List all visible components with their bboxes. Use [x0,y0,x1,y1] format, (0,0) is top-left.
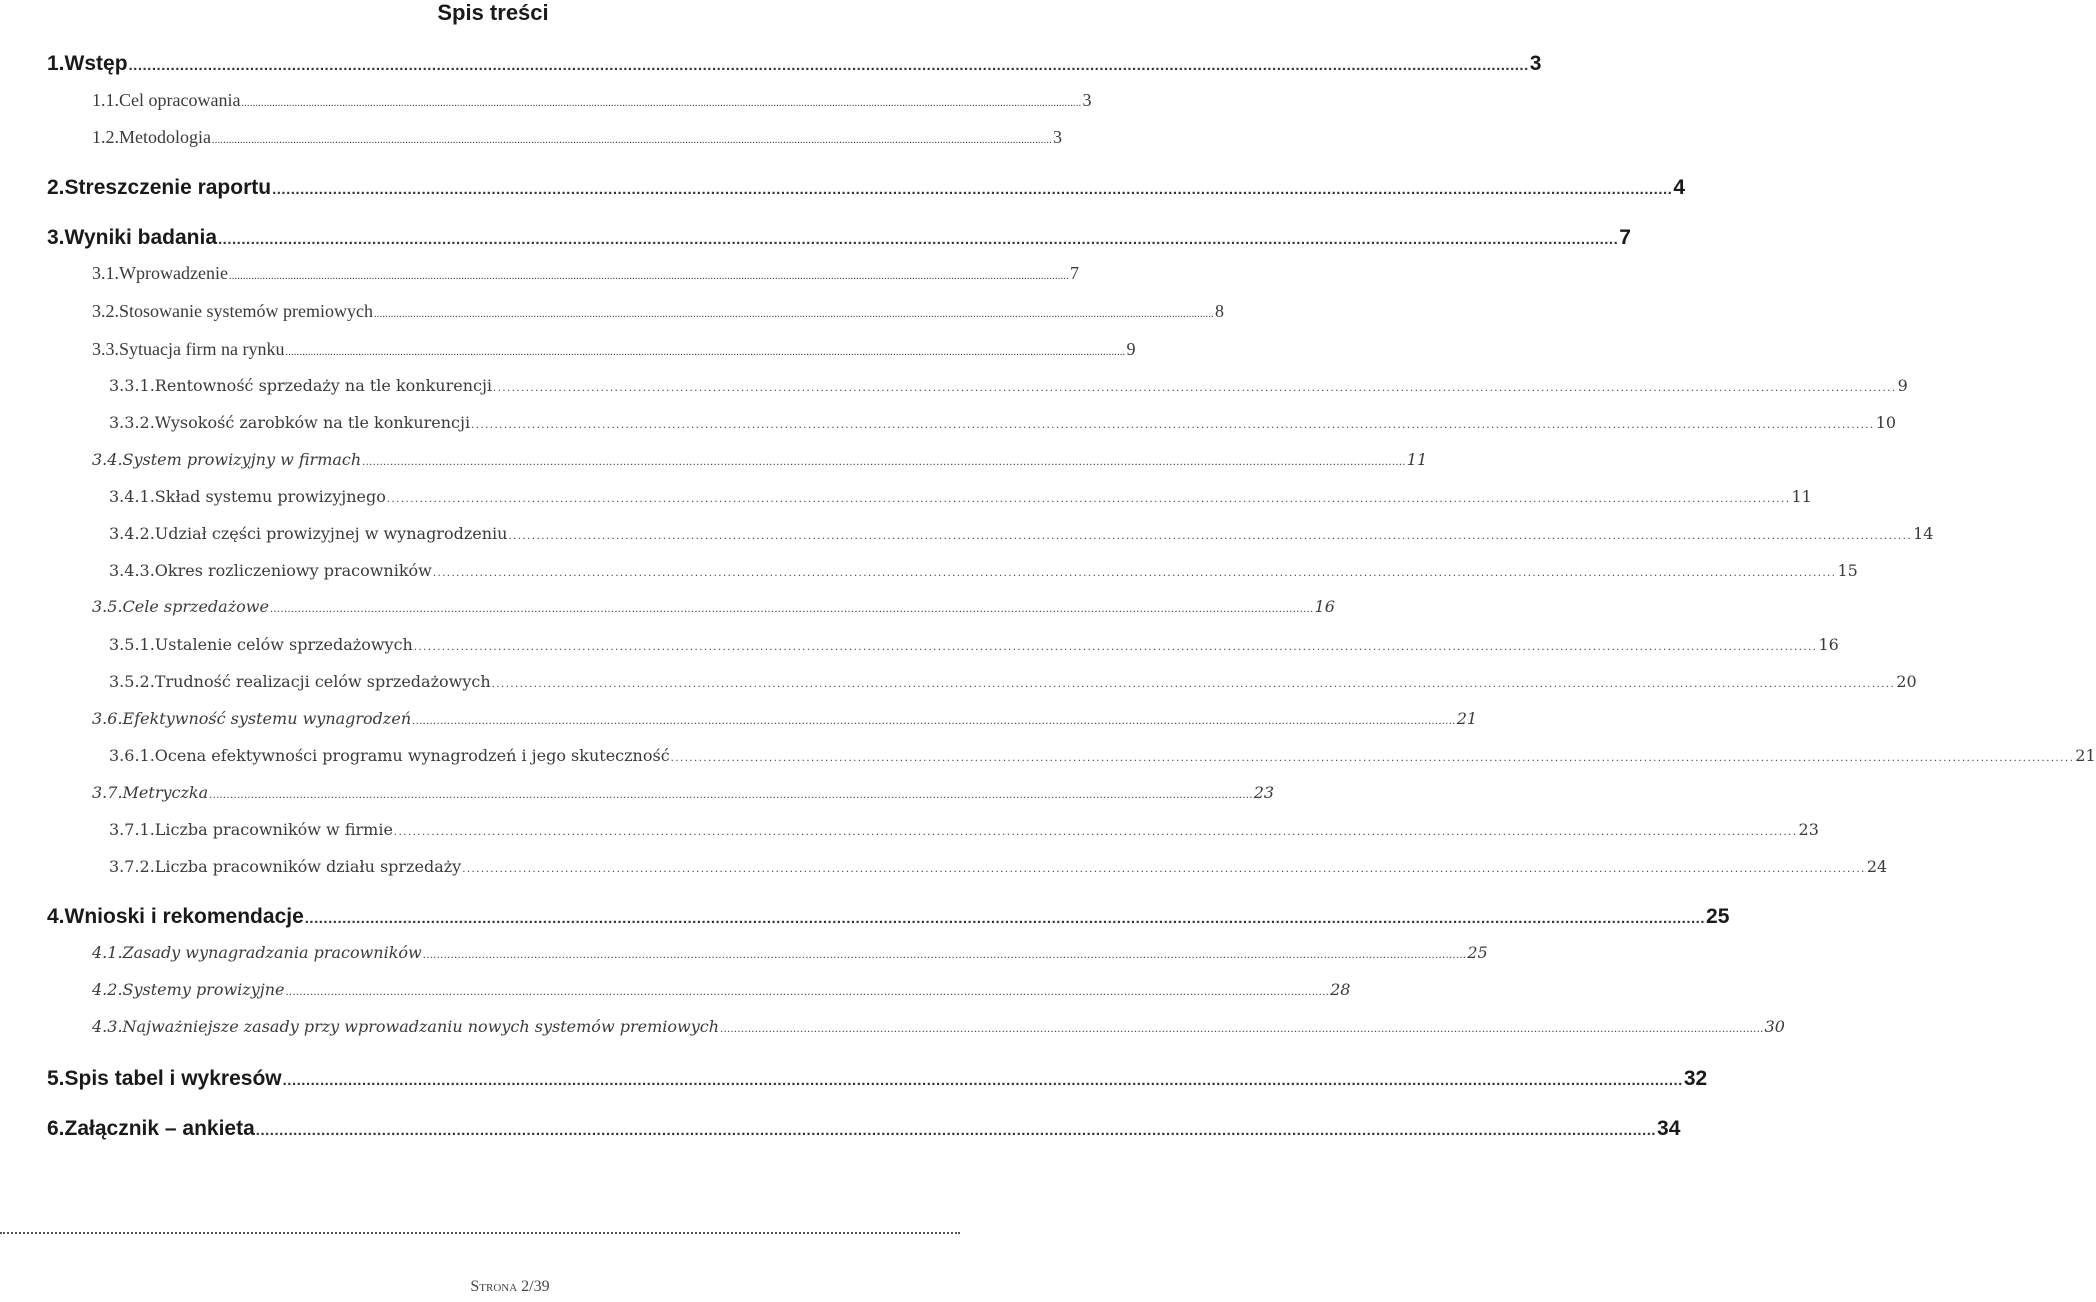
toc-dot-leader: ............................................................................................................................................................................................................................................................................................................ [212,135,1052,146]
toc-entry-page: 25 [1467,943,1488,962]
toc-dot-leader: ............................................................................................................................................................................................................................................................................................................ [386,494,1791,505]
toc-dot-leader: ............................................................................................................................................................................................................................................................................................................ [462,864,1866,875]
toc-entry-number: 4.3. [92,1017,123,1036]
toc-entry-number: 1. [47,52,65,75]
toc-entry-page: 3 [1053,127,1062,147]
footer-divider [0,1232,960,1234]
toc-dot-leader: ............................................................................................................................................................................................................................................................................................................ [720,1024,1764,1035]
toc-entry-page: 16 [1314,597,1335,616]
toc-dot-leader: ............................................................................................................................................................................................................................................................................................................ [362,457,1406,468]
toc-title: Spis treści [437,0,549,25]
toc-entry-page: 9 [1126,339,1136,359]
toc-entry-page: 16 [1818,635,1839,654]
toc-entry-number: 3.3. [92,339,119,359]
toc-entry[interactable] [109,561,1858,580]
toc-dot-leader: ............................................................................................................................................................................................................................................................................................................ [209,790,1253,801]
toc-dot-leader: ............................................................................................................................................................................................................................................................................................................ [269,604,1314,615]
toc-entry-title: Liczba pracowników w firmie [154,820,393,839]
toc-dot-leader: ............................................................................................................................................................................................................................................................................................................ [413,642,1818,653]
toc-entry[interactable] [92,943,1488,962]
toc-entry-number: 4. [47,905,65,928]
toc-entry-page: 11 [1406,450,1428,469]
toc-entry-number: 3.5. [92,597,123,616]
toc-entry[interactable] [92,339,1136,360]
toc-entry-page: 4 [1673,176,1686,199]
toc-entry-number: 3.2. [92,301,119,321]
toc-entry-title: Metodologia [119,127,211,147]
toc-entry-title: Okres rozliczeniowy pracowników [154,561,432,580]
toc-dot-leader: ............................................................................................................................................................................................................................................................................................................ [255,1122,1657,1139]
toc-dot-leader: ............................................................................................................................................................................................................................................................................................................ [241,98,1082,109]
toc-entry-number: 3.3.1. [109,376,155,395]
toc-entry-page: 32 [1683,1067,1708,1090]
toc-entry-number: 3.4.2. [109,524,155,543]
toc-entry-title: Liczba pracowników działu sprzedaży [154,857,462,876]
toc-entry-page: 24 [1866,857,1888,876]
toc-entry-page: 21 [1456,709,1478,728]
toc-entry-title: Efektywność systemu wynagrodzeń [122,709,412,728]
toc-dot-leader: ............................................................................................................................................................................................................................................................................................................ [373,309,1214,320]
toc-entry-page: 20 [1896,672,1917,691]
toc-entry-number: 3.6.1. [109,746,155,765]
toc-entry-title: Najważniejsze zasady przy wprowadzaniu nowych systemów premiowych [122,1017,719,1036]
toc-entry-title: Wyniki badania [64,226,218,249]
toc-entry-title: Spis tabel i wykresów [64,1067,282,1090]
toc-entry[interactable] [92,980,1351,999]
toc-entry-number: 3.3.2. [109,413,155,432]
footer-page-label: Strona [470,1278,518,1295]
toc-entry-title: Trudność realizacji celów sprzedażowych [154,672,491,691]
toc-entry-page: 3 [1529,52,1542,75]
toc-entry-number: 1.1. [92,90,119,110]
toc-entry-number: 3.7.1. [109,820,155,839]
toc-entry[interactable] [47,226,1631,250]
toc-entry[interactable] [109,820,1819,839]
toc-entry-number: 5. [47,1067,65,1090]
toc-entry-number: 3.4.1. [109,487,155,506]
toc-entry-title: Wysokość zarobków na tle konkurencji [154,413,471,432]
toc-entry-page: 7 [1069,263,1079,283]
toc-entry[interactable] [47,176,1686,200]
toc-entry-number: 3.5.1. [109,635,155,654]
toc-entry-page: 8 [1214,301,1224,321]
toc-entry[interactable] [47,52,1542,76]
page-footer [0,1278,1020,1296]
toc-entry-page: 25 [1706,905,1730,928]
toc-dot-leader: ............................................................................................................................................................................................................................................................................................................ [471,420,1875,431]
toc-entry-title: Ustalenie celów sprzedażowych [154,635,413,654]
toc-entry-page: 9 [1897,376,1908,395]
toc-entry[interactable] [92,450,1428,469]
toc-entry-title: Wnioski i rekomendacje [64,905,304,928]
toc-dot-leader: ............................................................................................................................................................................................................................................................................................................ [508,531,1913,542]
toc-entry-page: 28 [1330,980,1351,999]
footer-page-number: 2/39 [521,1278,550,1295]
toc-entry[interactable] [92,263,1079,284]
toc-dot-leader: ............................................................................................................................................................................................................................................................................................................ [493,383,1897,394]
toc-dot-leader: ............................................................................................................................................................................................................................................................................................................ [432,568,1837,579]
toc-dot-leader: ............................................................................................................................................................................................................................................................................................................ [412,716,1456,727]
toc-entry-number: 3.6. [92,709,123,728]
toc-dot-leader: ............................................................................................................................................................................................................................................................................................................ [128,57,1529,74]
toc-entry[interactable] [92,1017,1785,1036]
toc-entry-number: 6. [47,1117,65,1140]
toc-entry-title: Systemy prowizyjne [122,980,285,999]
toc-entry-title: Sytuacja firm na rynku [119,339,285,359]
toc-entry-title: Zasady wynagradzania pracowników [122,943,422,962]
toc-entry-title: Wstęp [64,52,128,75]
toc-entry-number: 2. [47,176,65,199]
toc-dot-leader: ............................................................................................................................................................................................................................................................................................................ [228,271,1069,282]
toc-entry-title: Wprowadzenie [119,263,228,283]
toc-dot-leader: ............................................................................................................................................................................................................................................................................................................ [491,679,1896,690]
toc-entry-page: 11 [1791,487,1812,506]
toc-entry-number: 1.2. [92,127,119,147]
toc-entry[interactable] [109,857,1888,876]
toc-entry-number: 3.5.2. [109,672,155,691]
toc-entry[interactable] [109,635,1839,654]
toc-entry-number: 3.1. [92,263,119,283]
toc-entry[interactable] [47,1117,1681,1141]
toc-entry-title: Rentowność sprzedaży na tle konkurencji [154,376,493,395]
toc-dot-leader: ............................................................................................................................................................................................................................................................................................................ [282,1072,1683,1089]
toc-dot-leader: ............................................................................................................................................................................................................................................................................................................ [422,950,1467,961]
toc-entry-title: Ocena efektywności programu wynagrodzeń i jego skuteczność [154,746,670,765]
toc-entry-title: System prowizyjny w firmach [122,450,362,469]
toc-entry-number: 3. [47,226,65,249]
toc-dot-leader: ............................................................................................................................................................................................................................................................................................................ [218,231,1619,248]
toc-dot-leader: ............................................................................................................................................................................................................................................................................................................ [670,753,2075,764]
toc-entry-title: Załącznik – ankieta [64,1117,255,1140]
toc-entry-number: 4.1. [92,943,123,962]
toc-entry[interactable] [92,597,1335,616]
toc-dot-leader: ............................................................................................................................................................................................................................................................................................................ [285,987,1330,998]
toc-entry-page: 3 [1082,90,1092,110]
toc-entry-number: 3.7. [92,783,123,802]
toc-entry-title: Cel opracowania [119,90,241,110]
toc-dot-leader: ............................................................................................................................................................................................................................................................................................................ [304,910,1706,927]
toc-dot-leader: ............................................................................................................................................................................................................................................................................................................ [272,181,1673,198]
toc-entry[interactable] [109,376,1908,395]
toc-entry-number: 3.7.2. [109,857,155,876]
toc-entry[interactable] [92,783,1275,802]
toc-entry[interactable] [92,301,1224,322]
toc-entry[interactable] [109,413,1897,432]
toc-entry-page: 10 [1875,413,1897,432]
toc-entry[interactable] [109,672,1917,691]
toc-entry-page: 23 [1798,820,1819,839]
toc-entry[interactable] [92,90,1092,111]
toc-entry[interactable] [92,127,1062,148]
toc-entry-number: 4.2. [92,980,123,999]
toc-entry-page: 15 [1837,561,1858,580]
toc-entry-title: Metryczka [122,783,209,802]
toc-entry-number: 3.4. [92,450,123,469]
toc-entry[interactable] [109,524,1934,543]
toc-entry-page: 21 [2075,746,2096,765]
toc-entry[interactable] [109,487,1812,506]
toc-entry[interactable] [47,1067,1708,1091]
toc-dot-leader: ............................................................................................................................................................................................................................................................................................................ [285,347,1126,358]
toc-entry-title: Streszczenie raportu [64,176,272,199]
toc-entry[interactable] [47,905,1730,929]
toc-entry-page: 7 [1619,226,1631,249]
toc-entry-number: 3.4.3. [109,561,155,580]
toc-entry-page: 30 [1764,1017,1785,1036]
toc-entry-page: 14 [1913,524,1934,543]
toc-entry-title: Udział części prowizyjnej w wynagrodzeniu [154,524,508,543]
toc-entry-title: Stosowanie systemów premiowych [119,301,373,321]
toc-entry[interactable] [92,709,1478,728]
toc-entry-title: Skład systemu prowizyjnego [154,487,386,506]
toc-entry-page: 34 [1657,1117,1681,1140]
toc-entry[interactable] [109,746,2096,765]
toc-entry-page: 23 [1253,783,1275,802]
toc-dot-leader: ............................................................................................................................................................................................................................................................................................................ [393,827,1798,838]
toc-entry-title: Cele sprzedażowe [122,597,269,616]
